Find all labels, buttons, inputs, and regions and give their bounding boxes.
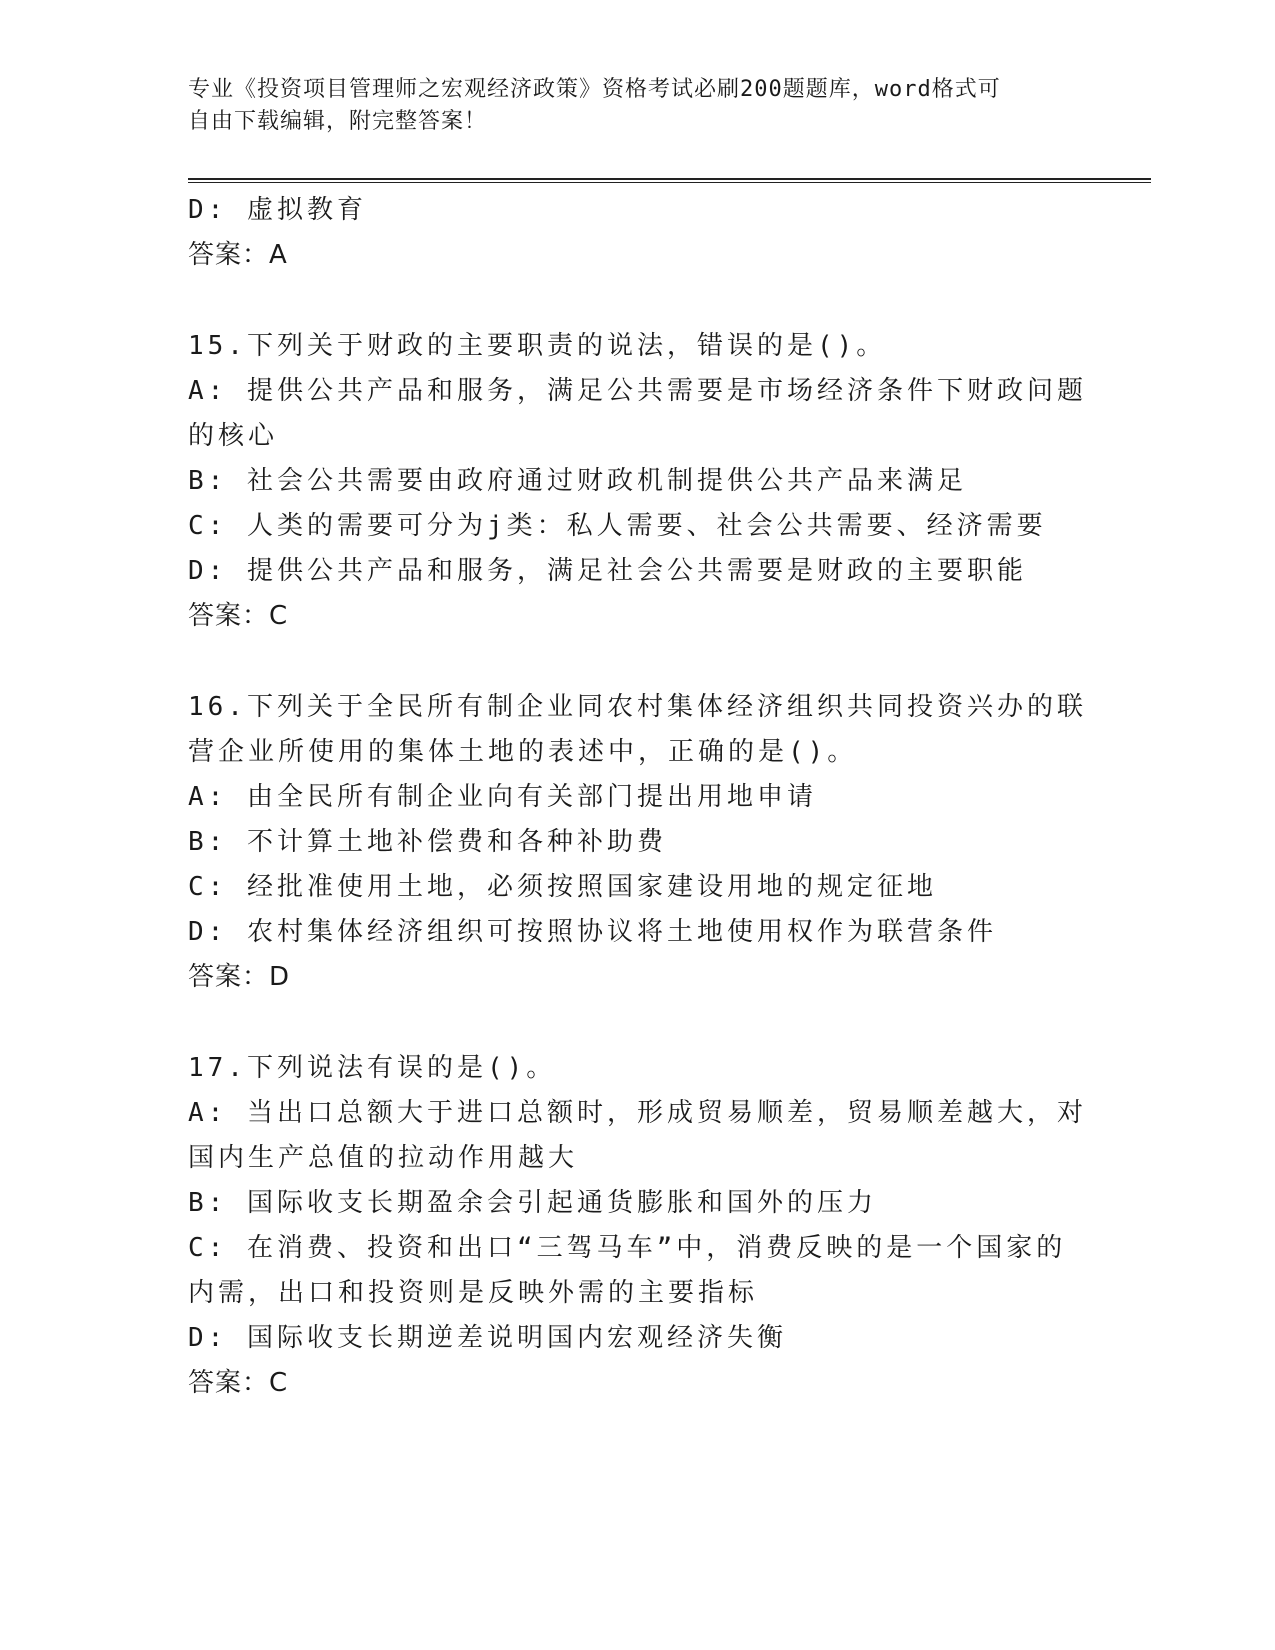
spacer bbox=[188, 1000, 1088, 1046]
previous-question-tail bbox=[188, 188, 1088, 278]
option-a: A: 提供公共产品和服务，满足公共需要是市场经济条件下财政问题的核心 bbox=[188, 376, 1087, 451]
header-title-line-1: 专业《投资项目管理师之宏观经济政策》资格考试必刷200题题库，word格式可 bbox=[188, 77, 1001, 102]
question-stem: 15.下列关于财政的主要职责的说法，错误的是()。 bbox=[188, 331, 887, 361]
option-b: B: 不计算土地补偿费和各种补助费 bbox=[188, 827, 667, 857]
header-divider bbox=[188, 178, 1151, 183]
spacer bbox=[188, 639, 1088, 685]
option-c: C: 在消费、投资和出口“三驾马车”中，消费反映的是一个国家的内需，出口和投资则是反映外需的主要指标 bbox=[188, 1233, 1067, 1308]
document-body bbox=[188, 188, 1088, 1406]
option-c: C: 人类的需要可分为j类：私人需要、社会公共需要、经济需要 bbox=[188, 511, 1047, 541]
answer-line: 答案：D bbox=[188, 962, 291, 992]
spacer bbox=[188, 278, 1088, 324]
option-a: A: 由全民所有制企业向有关部门提出用地申请 bbox=[188, 782, 817, 812]
question-stem: 16.下列关于全民所有制企业同农村集体经济组织共同投资兴办的联营企业所使用的集体土地的表述中，正确的是()。 bbox=[188, 692, 1087, 767]
question-16 bbox=[188, 685, 1088, 1000]
header-title-line-2: 自由下载编辑，附完整答案！ bbox=[188, 109, 488, 134]
option-c: C: 经批准使用土地，必须按照国家建设用地的规定征地 bbox=[188, 872, 937, 902]
question-stem: 17.下列说法有误的是()。 bbox=[188, 1053, 557, 1083]
option-d: D: 国际收支长期逆差说明国内宏观经济失衡 bbox=[188, 1323, 787, 1353]
answer-line: 答案：C bbox=[188, 601, 289, 631]
option-d: D: 提供公共产品和服务，满足社会公共需要是财政的主要职能 bbox=[188, 556, 1027, 586]
option-b: B: 国际收支长期盈余会引起通货膨胀和国外的压力 bbox=[188, 1188, 877, 1218]
page-header bbox=[188, 74, 1088, 138]
question-17 bbox=[188, 1046, 1088, 1406]
answer-line: 答案：C bbox=[188, 1368, 289, 1398]
option-d: D: 虚拟教育 bbox=[188, 195, 367, 225]
question-15 bbox=[188, 324, 1088, 639]
option-a: A: 当出口总额大于进口总额时，形成贸易顺差，贸易顺差越大，对国内生产总值的拉动作用越大 bbox=[188, 1098, 1087, 1173]
option-d: D: 农村集体经济组织可按照协议将土地使用权作为联营条件 bbox=[188, 917, 997, 947]
answer-line: 答案：A bbox=[188, 240, 288, 270]
option-b: B: 社会公共需要由政府通过财政机制提供公共产品来满足 bbox=[188, 466, 967, 496]
